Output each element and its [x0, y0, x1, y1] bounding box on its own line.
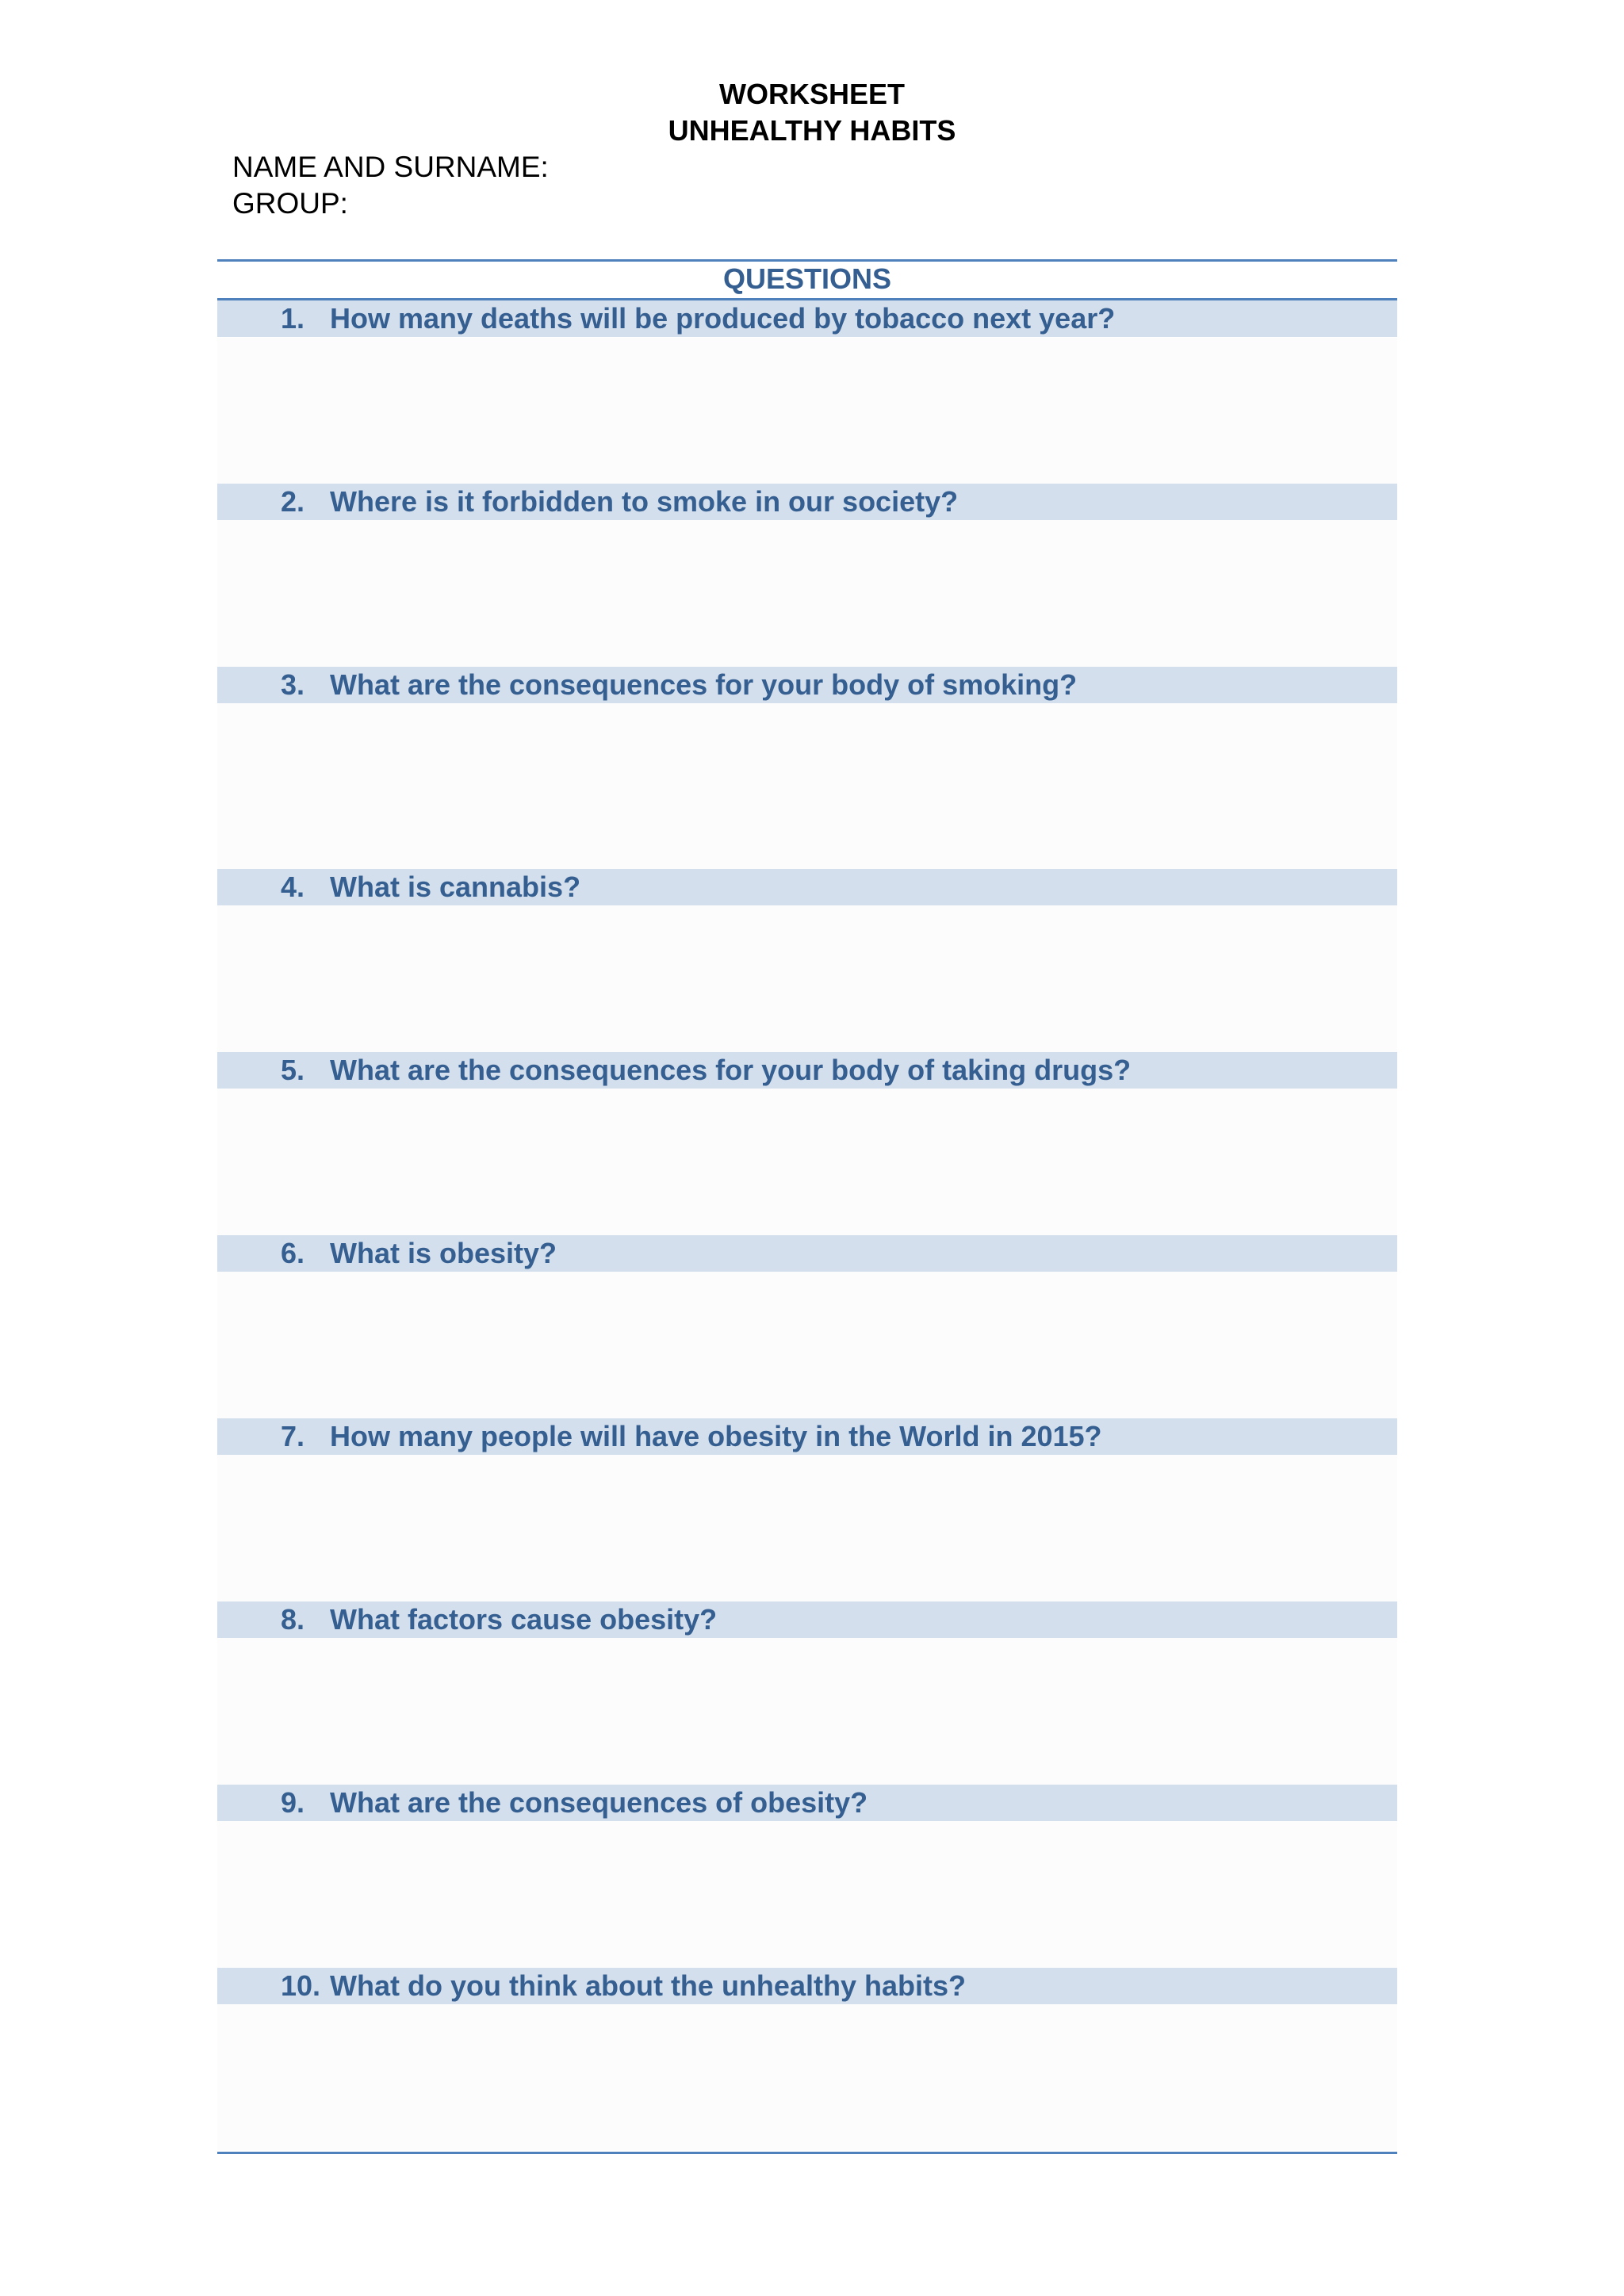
worksheet-title: WORKSHEET — [719, 78, 905, 110]
question-number: 8. — [281, 1603, 305, 1636]
question-number: 9. — [281, 1786, 305, 1819]
question-text: What do you think about the unhealthy habits? — [330, 1969, 966, 2002]
question-number: 5. — [281, 1054, 305, 1086]
question-text: Where is it forbidden to smoke in our society? — [330, 485, 959, 518]
question-number: 7. — [281, 1420, 305, 1452]
question-number: 10. — [281, 1969, 321, 2002]
question-row — [217, 869, 1397, 905]
group-field: GROUP: — [232, 187, 348, 220]
question-number: 3. — [281, 668, 305, 701]
name-surname-field: NAME AND SURNAME: — [232, 151, 549, 183]
question-row — [217, 1968, 1397, 2004]
question-text: What is obesity? — [330, 1237, 557, 1269]
question-row — [217, 1418, 1397, 1455]
bottom-divider — [217, 2152, 1397, 2154]
question-row — [217, 484, 1397, 520]
question-number: 1. — [281, 302, 305, 335]
question-number: 2. — [281, 485, 305, 518]
question-row — [217, 667, 1397, 703]
questions-heading: QUESTIONS — [722, 262, 892, 295]
question-text: What are the consequences for your body of taking drugs? — [330, 1054, 1132, 1086]
question-row — [217, 1785, 1397, 1821]
question-text: How many deaths will be produced by tobacco next year? — [330, 302, 1116, 335]
question-row — [217, 300, 1397, 337]
question-number: 6. — [281, 1237, 305, 1269]
question-text: What are the consequences for your body of smoking? — [330, 668, 1078, 701]
question-row — [217, 1601, 1397, 1638]
question-text: What are the consequences of obesity? — [330, 1786, 868, 1819]
question-row — [217, 1235, 1397, 1272]
question-text: How many people will have obesity in the World in 2015? — [330, 1420, 1102, 1452]
question-text: What is cannabis? — [330, 871, 581, 903]
question-text: What factors cause obesity? — [330, 1603, 718, 1636]
question-number: 4. — [281, 871, 305, 903]
question-row — [217, 1052, 1397, 1089]
worksheet-subtitle: UNHEALTHY HABITS — [668, 114, 956, 147]
